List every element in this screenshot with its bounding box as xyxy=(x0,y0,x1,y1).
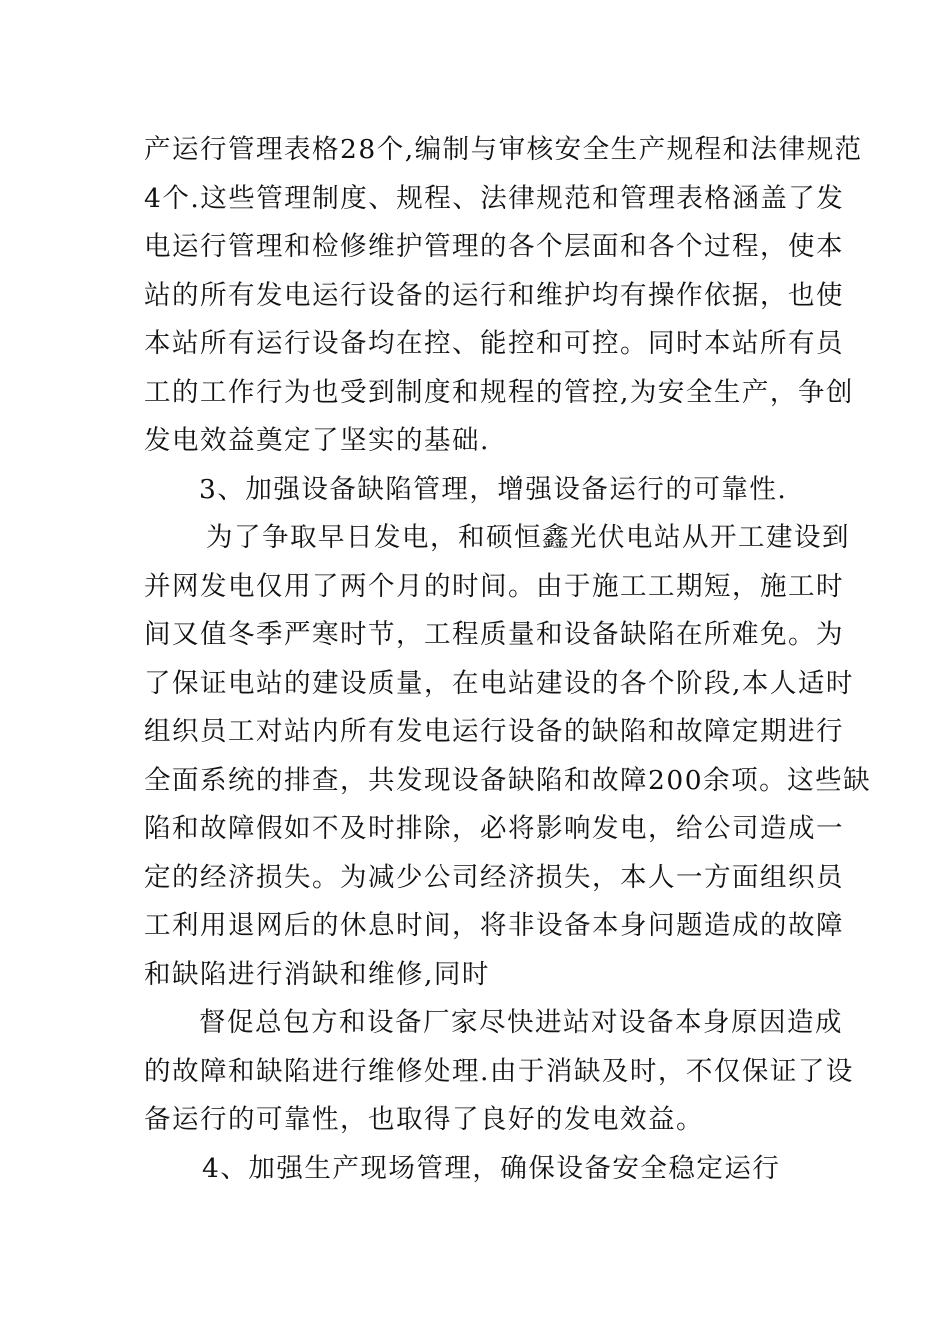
text-line: 定的经济损失。为减少公司经济损失，本人一方面组织员 xyxy=(144,861,844,893)
text-line: 发电效益奠定了坚实的基础. xyxy=(144,425,490,456)
text-line: 为了争取早日发电，和硕恒鑫光伏电站从开工建设到 xyxy=(206,522,850,553)
text-line: 工利用退网后的休息时间，将非设备本身问题造成的故障 xyxy=(144,910,844,941)
text-line: 间又值冬季严寒时节，工程质量和设备缺陷在所难免。为 xyxy=(144,619,844,650)
text-line: 并网发电仅用了两个月的时间。由于施工工期短，施工时 xyxy=(144,570,844,602)
text-line: 督促总包方和设备厂家尽快进站对设备本身原因造成 xyxy=(199,1007,843,1038)
paragraph-repair-supervision xyxy=(144,999,854,1145)
text-line: 和缺陷进行消缺和维修,同时 xyxy=(144,958,490,990)
section-heading-3: 3、加强设备缺陷管理，增强设备运行的可靠性. xyxy=(199,473,788,505)
paragraph-management-rules xyxy=(144,126,863,466)
text-line: 陷和故障假如不及时排除，必将影响发电，给公司造成一 xyxy=(144,813,844,844)
text-line: 4个.这些管理制度、规程、法律规范和管理表格涵盖了发 xyxy=(144,182,845,214)
text-line: 站的所有发电运行设备的运行和维护均有操作依据，也使 xyxy=(144,279,844,311)
text-line: 电运行管理和检修维护管理的各个层面和各个过程，使本 xyxy=(144,231,844,262)
text-line: 组织员工对站内所有发电运行设备的缺陷和故障定期进行 xyxy=(144,716,844,747)
text-line: 全面系统的排查，共发现设备缺陷和故障200余项。这些缺 xyxy=(144,764,872,796)
text-line: 备运行的可靠性，也取得了良好的发电效益。 xyxy=(144,1104,704,1135)
text-line: 的故障和缺陷进行维修处理.由于消缺及时，不仅保证了设 xyxy=(144,1055,854,1087)
paragraph-defect-management xyxy=(144,514,872,999)
text-line: 本站所有运行设备均在控、能控和可控。同时本站所有员 xyxy=(144,328,844,359)
text-line: 产运行管理表格28个,编制与审核安全生产规程和法律规范 xyxy=(144,134,863,165)
text-line: 工的工作行为也受到制度和规程的管控,为安全生产，争创 xyxy=(144,376,854,408)
text-line: 了保证电站的建设质量，在电站建设的各个阶段,本人适时 xyxy=(144,667,854,699)
section-heading-4: 4、加强生产现场管理，确保设备安全稳定运行 xyxy=(202,1152,781,1184)
